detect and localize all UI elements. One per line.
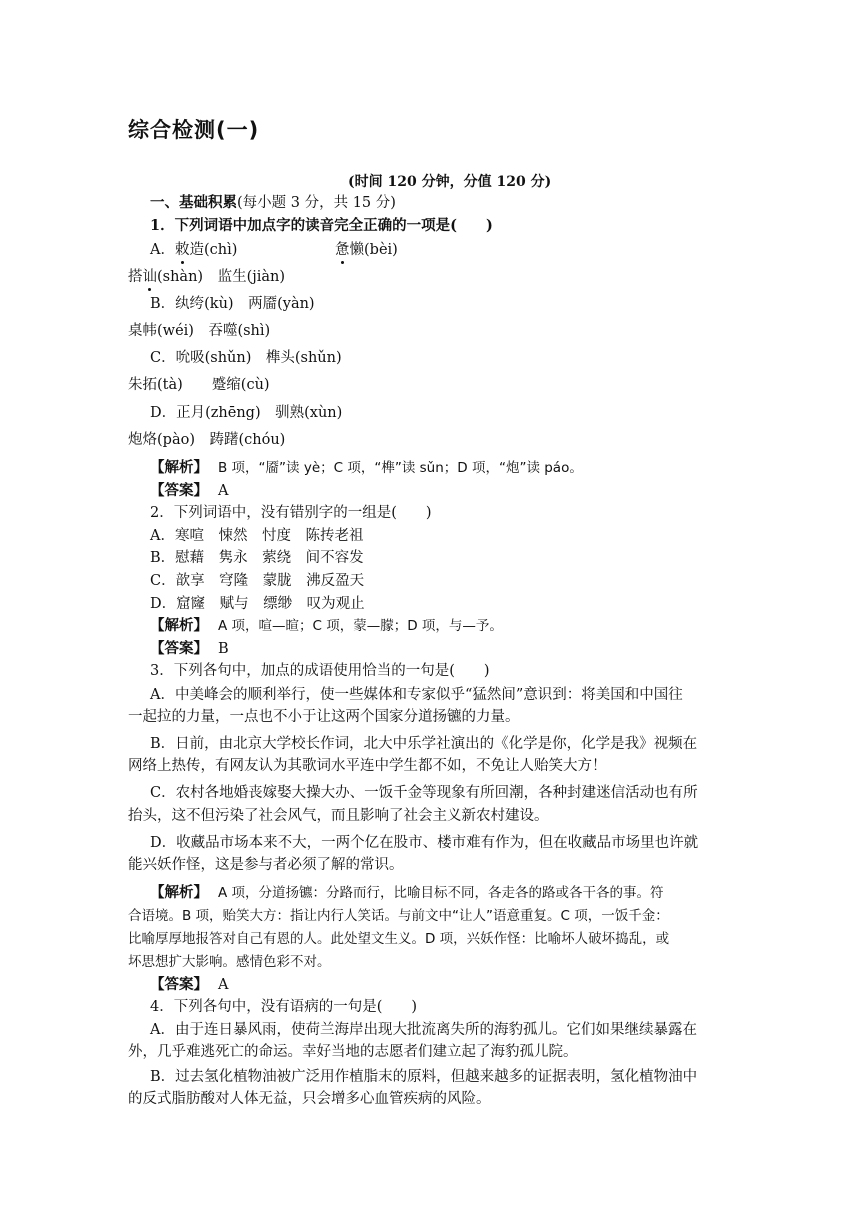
- section-note: (每小题 3 分，共 15 分): [237, 195, 396, 211]
- answer-value: A: [218, 977, 229, 993]
- q3-answer: [150, 975, 228, 995]
- analysis-label: 【解析】: [150, 459, 208, 476]
- q3-option-d-line1: D．收藏品市场本来不大，一两个亿在股市、楼市难有作为，但在收藏品市场里也许就: [150, 835, 699, 851]
- q2-stem: 2．下列词语中，没有错别字的一组是( ): [150, 505, 432, 521]
- q1-option-c-line2: 朱拓(tà) 蹙缩(cù): [128, 377, 270, 393]
- q3-analysis-line3: 比喻厚厚地报答对自己有恩的人。此处望文生义。D 项，兴妖作怪：比喻坏人破坏捣乱，或: [128, 931, 670, 947]
- q2-option-a: A．寒喧 悚然 忖度 陈抟老祖: [150, 528, 364, 544]
- q3-analysis-line4: 坏思想扩大影响。感情色彩不对。: [128, 954, 331, 970]
- answer-value: A: [218, 483, 229, 499]
- q4-stem: 4．下列各句中，没有语病的一句是( ): [150, 999, 418, 1015]
- q3-analysis-line1: [150, 883, 664, 903]
- q3-option-c-line1: C．农村各地婚丧嫁娶大操大办、一饭千金等现象有所回潮，各种封建迷信活动也有所: [150, 785, 698, 801]
- analysis-text: B 项，“靥”读 yè；C 项，“榫”读 sǔn；D 项，“炮”读 páo。: [218, 460, 583, 476]
- q1-stem: [150, 216, 493, 236]
- q1-option-b-line2: 桌帏(wéi) 吞噬(shì): [128, 323, 271, 339]
- page-title: 综合检测(一): [128, 118, 260, 142]
- q3-option-a-line2: 一起拉的力量，一点也不小于让这两个国家分道扬镳的力量。: [128, 709, 520, 725]
- section-heading: [150, 193, 396, 213]
- q3-option-a-line1: A．中美峰会的顺利举行，使一些媒体和专家似乎“猛然间”意识到：将美国和中国往: [150, 687, 683, 703]
- q1-a3-rest: (jiàn): [246, 269, 286, 285]
- analysis-text: A 项，喧—暄；C 项，蒙—朦；D 项，与—予。: [218, 618, 503, 634]
- q2-answer: [150, 639, 229, 659]
- q3-option-b-line1: B．日前，由北京大学校长作词，北大中乐学社演出的《化学是你，化学是我》视频在: [150, 736, 698, 752]
- q1-a3-dotted-char: 讪: [142, 269, 157, 285]
- q4-option-b-line1: B．过去氢化植物油被广泛用作植脂末的原料，但越来越多的证据表明，氢化植物油中: [150, 1069, 698, 1085]
- q2-option-d: D．窟窿 赋与 缥缈 叹为观止: [150, 596, 365, 612]
- q1-a-rest: 造(chì): [189, 242, 238, 258]
- q1-option-a-line1: [150, 240, 237, 260]
- analysis-text: A 项，分道扬镳：分路而行，比喻目标不同，各走各的路或各干各的事。符: [218, 885, 664, 901]
- q1-option-d-line1: D．正月(zhēng) 驯熟(xùn): [150, 405, 343, 421]
- q1-option-c-line1: C．吮吸(shǔn) 榫头(shǔn): [150, 350, 342, 366]
- q4-option-b-line2: 的反式脂肪酸对人体无益，只会增多心血管疾病的风险。: [128, 1091, 491, 1107]
- q1-analysis: [150, 458, 583, 478]
- answer-value: B: [218, 641, 229, 657]
- q3-analysis-line2: 合语境。B 项，贻笑大方：指让内行人笑话。与前文中“让人”语意重复。C 项，一饭千金：: [128, 908, 669, 924]
- q3-option-c-line2: 抬头，这不但污染了社会风气，而且影响了社会主义新农村建设。: [128, 808, 549, 824]
- answer-label: 【答案】: [150, 640, 208, 657]
- q3-option-d-line2: 能兴妖作怪，这是参与者必须了解的常识。: [128, 857, 404, 873]
- q4-option-a-line2: 外，几乎难逃死亡的命运。幸好当地的志愿者们建立起了海豹孤儿院。: [128, 1044, 578, 1060]
- q1-stem-text: 1．下列词语中加点字的读音完全正确的一项是( ): [150, 217, 493, 234]
- answer-label: 【答案】: [150, 482, 208, 499]
- q1-a3-prefix: 搭: [128, 269, 143, 285]
- q1-option-b-line1: B．纨绔(kù) 两靥(yàn): [150, 296, 315, 312]
- answer-label: 【答案】: [150, 976, 208, 993]
- q2-analysis: [150, 616, 503, 636]
- q1-answer: [150, 481, 228, 501]
- section-title: 一、基础积累: [150, 194, 237, 211]
- q1-option-a-line2: [128, 267, 285, 287]
- q3-option-b-line2: 网络上热传，有网友认为其歌词水平连中学生都不如，不免让人贻笑大方！: [128, 758, 607, 774]
- analysis-label: 【解析】: [150, 617, 208, 634]
- q1-a-dotted-char: 敕: [174, 242, 190, 258]
- q1-a2-rest: 懒(bèi): [349, 242, 398, 258]
- q1-option-a-line1b: [335, 240, 398, 260]
- q1-a3-mid: (shàn) 监生: [157, 269, 247, 285]
- q1-a-prefix: A．: [150, 242, 175, 258]
- q2-option-b: B．慰藉 隽永 萦绕 间不容发: [150, 550, 364, 566]
- analysis-label: 【解析】: [150, 884, 208, 901]
- exam-meta: (时间 120 分钟，分值 120 分): [348, 174, 552, 190]
- q4-option-a-line1: A．由于连日暴风雨，使荷兰海岸出现大批流离失所的海豹孤儿。它们如果继续暴露在: [150, 1022, 697, 1038]
- q3-stem: 3．下列各句中，加点的成语使用恰当的一句是( ): [150, 663, 490, 679]
- q1-option-d-line2: 炮烙(pào) 踌躇(chóu): [128, 432, 286, 448]
- q1-a2-dotted-char: 惫: [335, 242, 350, 258]
- q2-option-c: C．歆享 穹隆 蒙胧 沸反盈天: [150, 573, 365, 589]
